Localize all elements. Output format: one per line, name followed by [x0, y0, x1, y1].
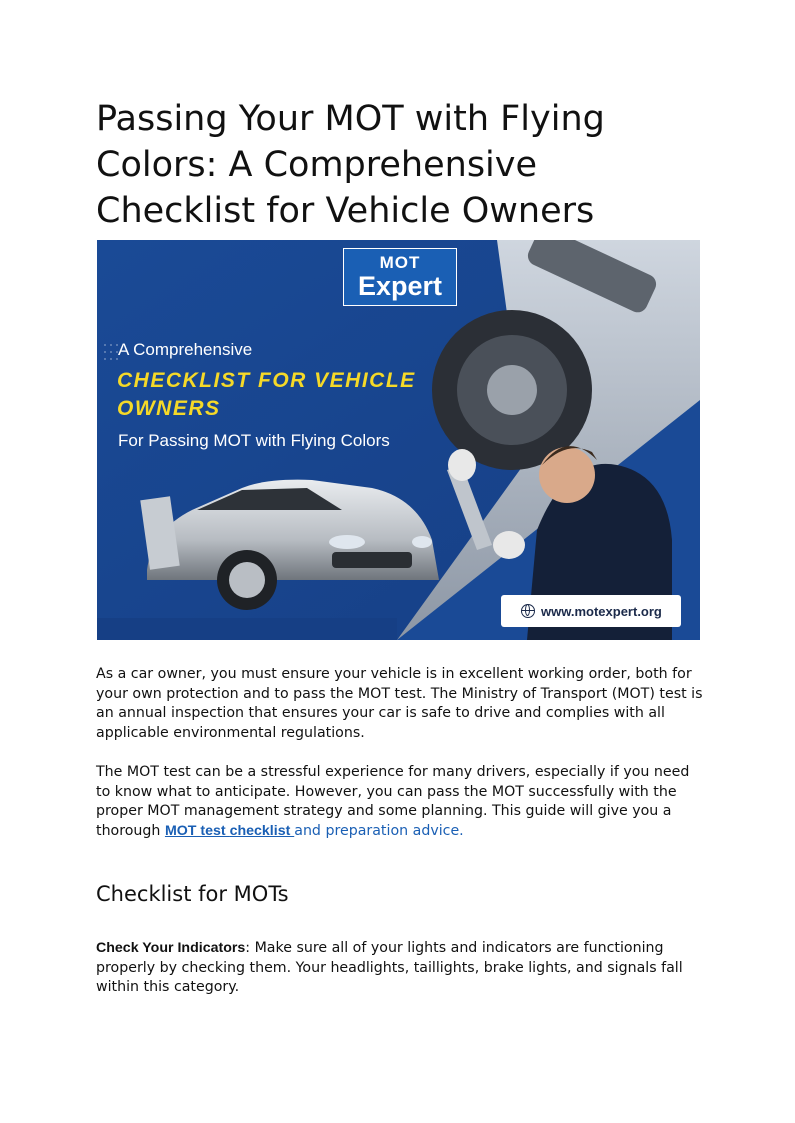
- intro-paragraph: As a car owner, you must ensure your vehicle is in excellent working order, both for your own protection and to pass the MOT test. The Ministry of Transport (MOT) test is an annual inspection that ensures your car is safe to drive and complies with all applicable environmental regulations.: [96, 666, 703, 741]
- banner-tagline: For Passing MOT with Flying Colors: [118, 431, 390, 450]
- logo-bottom-text: Expert: [357, 271, 443, 301]
- guide-paragraph-text: The MOT test can be a stressful experience for many drivers, especially if you need to know what to anticipate. However, you can pass the MOT successfully with the proper MOT management strategy and some planning. This guide will give you a thorough: [96, 764, 690, 839]
- website-text: www.motexpert.org: [541, 603, 662, 619]
- hero-banner-image: [97, 240, 700, 640]
- banner-subtitle: A Comprehensive: [118, 340, 253, 359]
- indicators-text: : Make sure all of your lights and indicators are functioning properly by checking them. Your headlights, taillights, brake lights, and signals fall within this category.: [96, 940, 683, 995]
- globe-icon: [521, 604, 535, 618]
- guide-paragraph: [96, 763, 706, 841]
- section-heading: Checklist for MOTs: [96, 882, 289, 906]
- brand-logo: [343, 248, 457, 306]
- logo-top-text: MOT: [379, 253, 421, 272]
- guide-paragraph-tail: and preparation advice.: [294, 822, 464, 839]
- indicators-paragraph: [96, 939, 706, 998]
- website-badge: [501, 595, 681, 627]
- checklist-link[interactable]: checklist: [229, 822, 295, 839]
- page-title: Passing Your MOT with Flying Colors: A Comprehensive Checklist for Vehicle Owners: [96, 99, 605, 231]
- mot-test-link[interactable]: MOT test: [164, 822, 230, 839]
- indicators-lead: Check Your Indicators: [96, 940, 246, 956]
- banner-headline: CHECKLIST FOR VEHICLE OWNERS: [117, 369, 416, 420]
